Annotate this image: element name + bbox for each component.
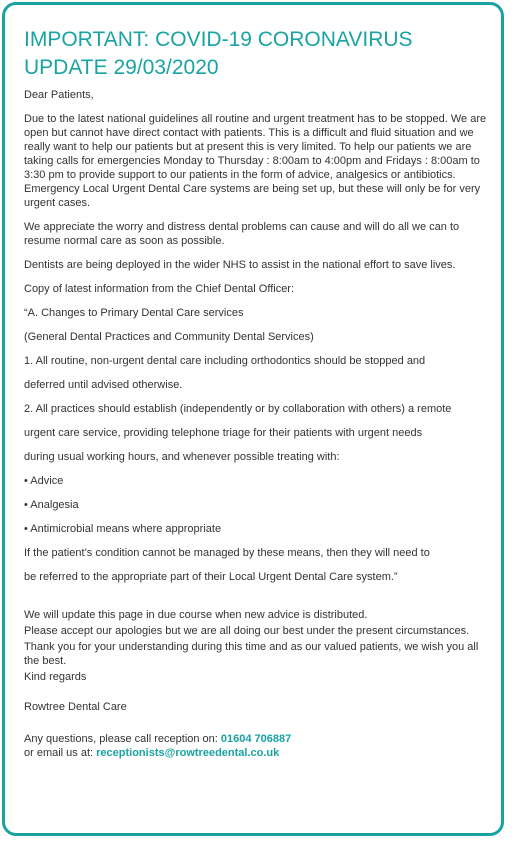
phone-link[interactable]: 01604 706887	[220, 733, 292, 745]
paragraph-point2-b: urgent care service, providing telephone triage for their patients with urgent needs	[24, 427, 423, 439]
notice-content	[24, 26, 490, 760]
paragraph-referral-a: If the patient’s condition cannot be managed by these means, then they will need to	[24, 547, 430, 559]
closing-update: We will update this page in due course when new advice is distributed.	[24, 609, 368, 621]
paragraph-services: (General Dental Practices and Community Dental Services)	[24, 331, 314, 343]
paragraph-nhs: Dentists are being deployed in the wider NHS to assist in the national effort to save lives.	[24, 259, 456, 271]
paragraph-point2-a: 2. All practices should establish (independently or by collaboration with others) a remote	[24, 403, 452, 415]
closing-thanks: Thank you for your understanding during this time and as our valued patients, we wish you all the best.	[24, 641, 479, 667]
contact-email-line	[24, 746, 490, 760]
list-item-antimicrobial: • Antimicrobial means where appropriate	[24, 523, 222, 535]
greeting: Dear Patients,	[24, 89, 94, 101]
signature: Rowtree Dental Care	[24, 701, 127, 713]
paragraph-situation: Due to the latest national guidelines all routine and urgent treatment has to be stopped. We are open but cannot have direct contact with patients. This is a difficult and fluid situation and we really want to help our patients but at present this is very limited. To help our patients we are taking calls for emergencies Monday to Thursday : 8:00am to 4:00pm and Fridays : 8:00am to 3:30 pm to provide support to our patients in the form of advice, analgesics or antibiotics. Emergency Local Urgent Dental Care systems are being set up, but these will only be for very urgent cases.	[24, 113, 487, 209]
list-item-advice: • Advice	[24, 475, 64, 487]
contact-phone-prefix: Any questions, please call reception on:	[24, 733, 221, 745]
closing-apology: Please accept our apologies but we are all doing our best under the present circumstances.	[24, 625, 470, 637]
list-item-analgesia: • Analgesia	[24, 499, 79, 511]
paragraph-point1-b: deferred until advised otherwise.	[24, 379, 183, 391]
email-link[interactable]: receptionists@rowtreedental.co.uk	[96, 747, 280, 759]
paragraph-point1-a: 1. All routine, non-urgent dental care including orthodontics should be stopped and	[24, 355, 426, 367]
contact-email-prefix: or email us at:	[24, 747, 97, 759]
paragraph-point2-c: during usual working hours, and whenever possible treating with:	[24, 451, 340, 463]
paragraph-referral-b: be referred to the appropriate part of their Local Urgent Dental Care system.”	[24, 571, 398, 583]
paragraph-appreciation: We appreciate the worry and distress dental problems can cause and will do all we can to resume normal care as soon as possible.	[24, 221, 460, 247]
closing-regards: Kind regards	[24, 671, 87, 683]
page-title: IMPORTANT: COVID-19 CORONAVIRUS UPDATE 29/03/2020	[24, 28, 413, 79]
contact-phone-line	[24, 732, 490, 746]
paragraph-changes-heading: “A. Changes to Primary Dental Care services	[24, 307, 244, 319]
paragraph-cdo-intro: Copy of latest information from the Chief Dental Officer:	[24, 283, 295, 295]
